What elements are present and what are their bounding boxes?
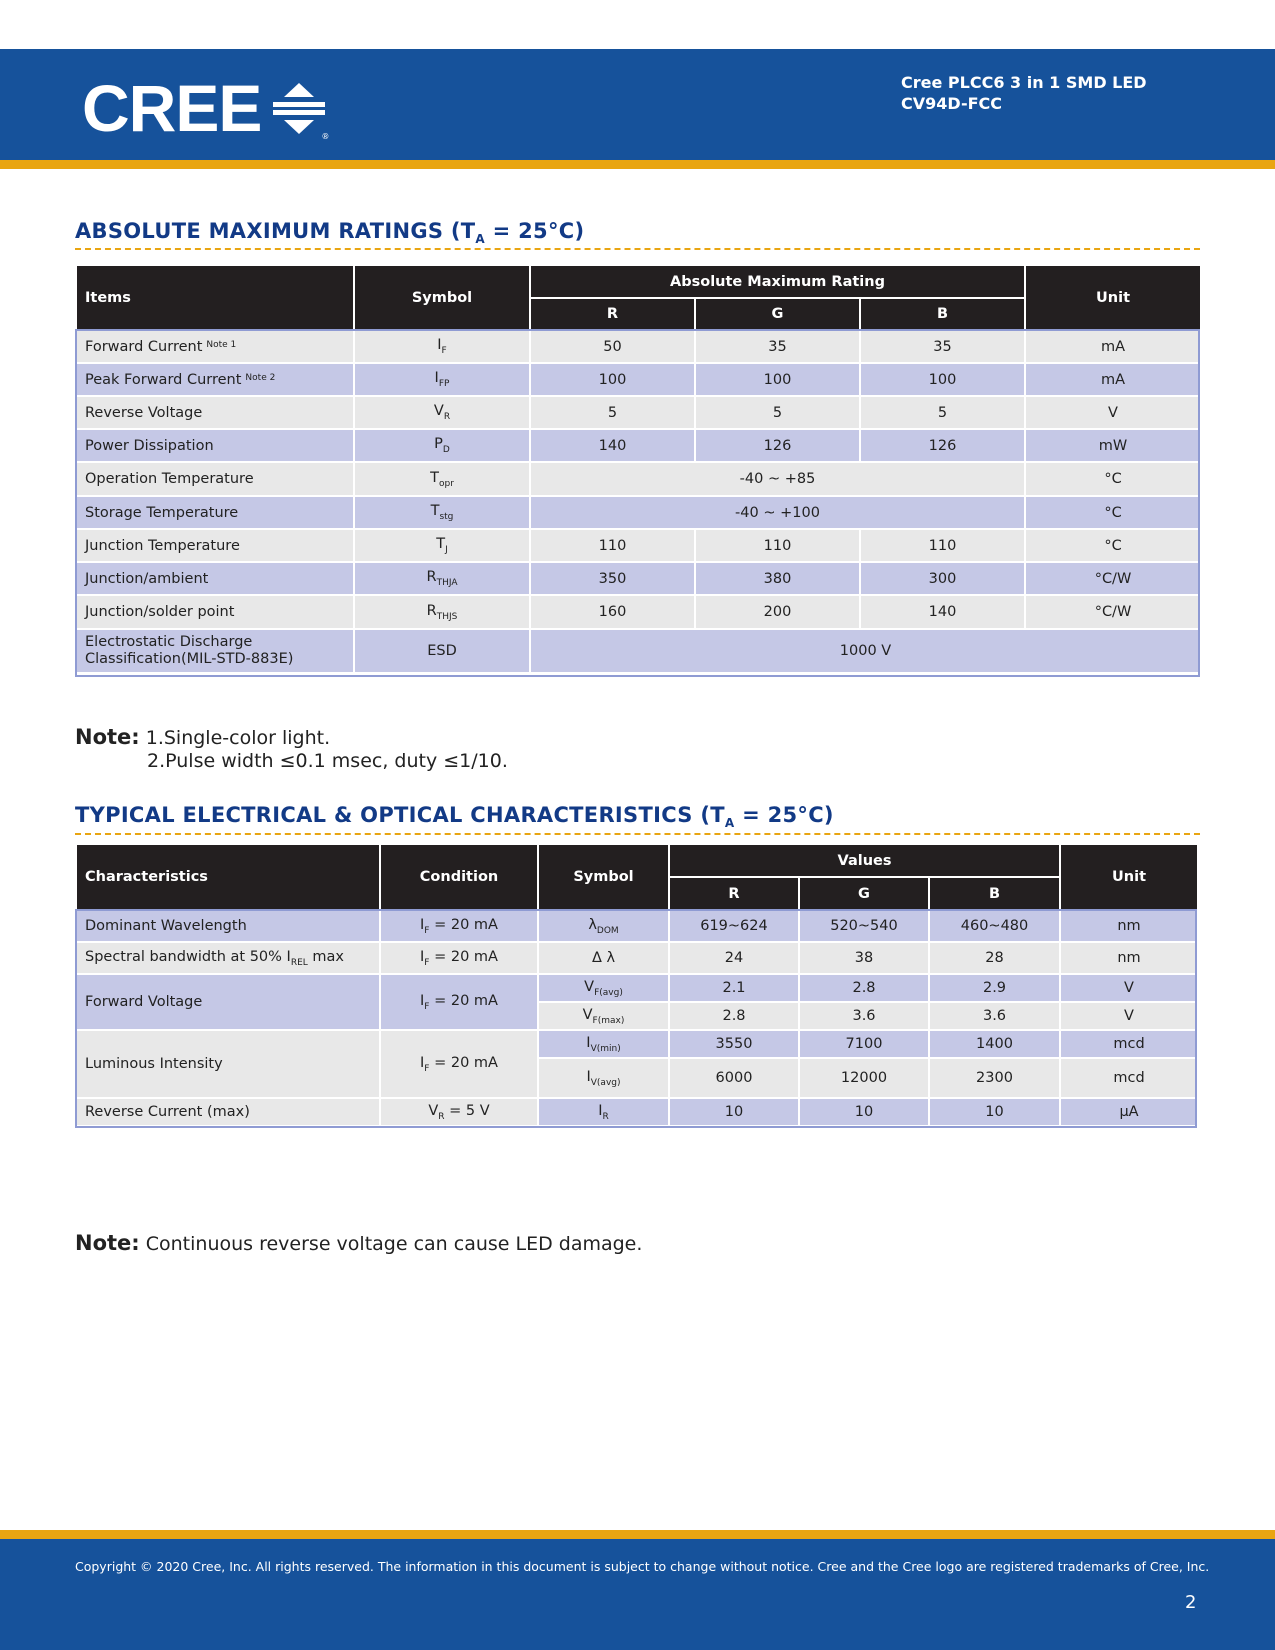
header-r: R [530, 298, 695, 330]
item-cell: Peak Forward Current $^{Note 2}$ [76, 363, 354, 396]
amr-title-post: = 25°C) [485, 219, 585, 243]
symbol-cell: $P_D$ [354, 429, 530, 462]
copyright-text: Copyright © 2020 Cree, Inc. All rights reserved. The information in this document is subject to change without notice. Cree and the Cree logo are registered trademarks of Cree, Inc. [75, 1559, 1210, 1574]
note-line-1: 1.Single-color light. [145, 727, 331, 749]
electrical-optical-characteristics-table [75, 843, 1199, 1127]
condition-cell: $I_F = 20$ mA [380, 1030, 538, 1098]
g-value: 5 [695, 396, 860, 429]
header-characteristics: Characteristics [76, 844, 380, 910]
header-unit: Unit [1025, 265, 1201, 330]
g-value: 200 [695, 595, 860, 629]
g-value: 10 [799, 1098, 929, 1126]
table-row [76, 942, 1198, 974]
table-row [76, 910, 1198, 942]
unit-cell: V [1025, 396, 1201, 429]
table-row [76, 1030, 1198, 1058]
unit-cell: mW [1025, 429, 1201, 462]
note-ratings [75, 726, 508, 773]
item-cell: Junction/solder point [76, 595, 354, 629]
condition-cell: $I_F = 20$ mA [380, 974, 538, 1030]
characteristic-cell: Dominant Wavelength [76, 910, 380, 942]
b-value: 2300 [929, 1058, 1060, 1098]
r-value: 24 [669, 942, 799, 974]
item-cell: Electrostatic Discharge Classification(MIL-STD-883E) [76, 629, 354, 673]
r-value: 10 [669, 1098, 799, 1126]
header-unit: Unit [1060, 844, 1198, 910]
symbol-cell: $I_{V(min)}$ [538, 1030, 669, 1058]
page-number: 2 [1185, 1592, 1197, 1613]
g-value: 12000 [799, 1058, 929, 1098]
table-row [76, 330, 1201, 363]
table-row [76, 529, 1201, 562]
document-title [901, 72, 1147, 114]
section-divider [75, 248, 1200, 250]
amr-section-title [75, 219, 584, 246]
symbol-cell: $V_R$ [354, 396, 530, 429]
unit-cell: mA [1025, 330, 1201, 363]
symbol-cell: $R_{THJS}$ [354, 595, 530, 629]
header-absolute-max: Absolute Maximum Rating [530, 265, 1025, 298]
r-value: 140 [530, 429, 695, 462]
table-row [76, 363, 1201, 396]
footer-bar [0, 1539, 1275, 1650]
r-value: 50 [530, 330, 695, 363]
b-value: 3.6 [929, 1002, 1060, 1030]
unit-cell: V [1060, 974, 1198, 1002]
characteristic-cell: Spectral bandwidth at 50% $I_{REL}$ max [76, 942, 380, 974]
header-symbol: Symbol [354, 265, 530, 330]
r-value: 350 [530, 562, 695, 595]
symbol-cell: $V_{F(avg)}$ [538, 974, 669, 1002]
header-symbol: Symbol [538, 844, 669, 910]
unit-cell: °C [1025, 496, 1201, 529]
b-value: 10 [929, 1098, 1060, 1126]
b-value: 126 [860, 429, 1025, 462]
symbol-cell: $I_F$ [354, 330, 530, 363]
note-text: Continuous reverse voltage can cause LED damage. [145, 1233, 643, 1255]
g-value: 35 [695, 330, 860, 363]
note-reverse-voltage [75, 1232, 642, 1256]
header-values: Values [669, 844, 1060, 877]
b-value: 300 [860, 562, 1025, 595]
symbol-cell: $I_{V(avg)}$ [538, 1058, 669, 1098]
item-cell: Reverse Voltage [76, 396, 354, 429]
unit-cell: °C/W [1025, 595, 1201, 629]
unit-cell: °C [1025, 462, 1201, 496]
symbol-cell: $R_{THJA}$ [354, 562, 530, 595]
section-divider [75, 833, 1200, 835]
g-value: 2.8 [799, 974, 929, 1002]
merged-value: -40 ~ +85 [530, 462, 1025, 496]
r-value: 3550 [669, 1030, 799, 1058]
amr-title-sub: A [475, 232, 486, 246]
header-b: B [860, 298, 1025, 330]
r-value: 100 [530, 363, 695, 396]
item-cell: Operation Temperature [76, 462, 354, 496]
item-cell: Power Dissipation [76, 429, 354, 462]
item-cell: Storage Temperature [76, 496, 354, 529]
table-row [76, 562, 1201, 595]
table-row [76, 595, 1201, 629]
note-label: Note: [75, 725, 140, 749]
unit-cell: °C/W [1025, 562, 1201, 595]
merged-value: 1000 V [530, 629, 1201, 673]
symbol-cell: ESD [354, 629, 530, 673]
absolute-maximum-ratings-table [75, 264, 1202, 674]
registered-mark: ® [321, 132, 330, 141]
header-g: G [695, 298, 860, 330]
logo-text: CREE [82, 71, 262, 145]
cree-logo [82, 71, 330, 145]
symbol-cell: $T_{stg}$ [354, 496, 530, 529]
table-row [76, 462, 1201, 496]
table-row [76, 429, 1201, 462]
r-value: 110 [530, 529, 695, 562]
b-value: 35 [860, 330, 1025, 363]
teo-title-sub: A [724, 816, 735, 830]
characteristic-cell: Reverse Current (max) [76, 1098, 380, 1126]
g-value: 7100 [799, 1030, 929, 1058]
symbol-cell: Δ λ [538, 942, 669, 974]
characteristic-cell: Forward Voltage [76, 974, 380, 1030]
symbol-cell: $T_J$ [354, 529, 530, 562]
item-cell: Junction/ambient [76, 562, 354, 595]
g-value: 110 [695, 529, 860, 562]
b-value: 140 [860, 595, 1025, 629]
condition-cell: $V_R = 5$ V [380, 1098, 538, 1126]
r-value: 160 [530, 595, 695, 629]
unit-cell: mcd [1060, 1058, 1198, 1098]
condition-cell: $I_F = 20$ mA [380, 910, 538, 942]
b-value: 5 [860, 396, 1025, 429]
g-value: 520~540 [799, 910, 929, 942]
b-value: 2.9 [929, 974, 1060, 1002]
product-name: Cree PLCC6 3 in 1 SMD LED [901, 73, 1147, 92]
header-stripe [0, 160, 1275, 169]
symbol-cell: $\lambda_{DOM}$ [538, 910, 669, 942]
item-cell: Junction Temperature [76, 529, 354, 562]
note-line-2: 2.Pulse width ≤0.1 msec, duty ≤1/10. [147, 750, 508, 772]
r-value: 2.8 [669, 1002, 799, 1030]
condition-cell: $I_F = 20$ mA [380, 942, 538, 974]
item-cell: Forward Current $^{Note 1}$ [76, 330, 354, 363]
header-g: G [799, 877, 929, 910]
header-r: R [669, 877, 799, 910]
unit-cell: nm [1060, 942, 1198, 974]
r-value: 619~624 [669, 910, 799, 942]
table-row [76, 1098, 1198, 1126]
table-row [76, 974, 1198, 1002]
unit-cell: mA [1025, 363, 1201, 396]
b-value: 1400 [929, 1030, 1060, 1058]
header-b: B [929, 877, 1060, 910]
unit-cell: mcd [1060, 1030, 1198, 1058]
teo-title-pre: TYPICAL ELECTRICAL & OPTICAL CHARACTERISTICS (T [75, 803, 725, 827]
g-value: 380 [695, 562, 860, 595]
amr-title-pre: ABSOLUTE MAXIMUM RATINGS (T [75, 219, 476, 243]
symbol-cell: $V_{F(max)}$ [538, 1002, 669, 1030]
unit-cell: V [1060, 1002, 1198, 1030]
unit-cell: °C [1025, 529, 1201, 562]
table-row [76, 496, 1201, 529]
g-value: 3.6 [799, 1002, 929, 1030]
characteristic-cell: Luminous Intensity [76, 1030, 380, 1098]
unit-cell: μA [1060, 1098, 1198, 1126]
b-value: 110 [860, 529, 1025, 562]
r-value: 5 [530, 396, 695, 429]
g-value: 100 [695, 363, 860, 396]
unit-cell: nm [1060, 910, 1198, 942]
teo-section-title [75, 803, 834, 830]
table-row [76, 629, 1201, 673]
merged-value: -40 ~ +100 [530, 496, 1025, 529]
symbol-cell: $I_R$ [538, 1098, 669, 1126]
r-value: 6000 [669, 1058, 799, 1098]
r-value: 2.1 [669, 974, 799, 1002]
cree-logo-mark-icon [271, 81, 330, 141]
g-value: 38 [799, 942, 929, 974]
b-value: 100 [860, 363, 1025, 396]
table-row [76, 396, 1201, 429]
note-label: Note: [75, 1231, 140, 1255]
header-items: Items [76, 265, 354, 330]
teo-title-post: = 25°C) [734, 803, 834, 827]
product-code: CV94D-FCC [901, 94, 1003, 113]
g-value: 126 [695, 429, 860, 462]
footer-stripe [0, 1530, 1275, 1539]
b-value: 28 [929, 942, 1060, 974]
symbol-cell: $T_{opr}$ [354, 462, 530, 496]
symbol-cell: $I_{FP}$ [354, 363, 530, 396]
b-value: 460~480 [929, 910, 1060, 942]
header-condition: Condition [380, 844, 538, 910]
